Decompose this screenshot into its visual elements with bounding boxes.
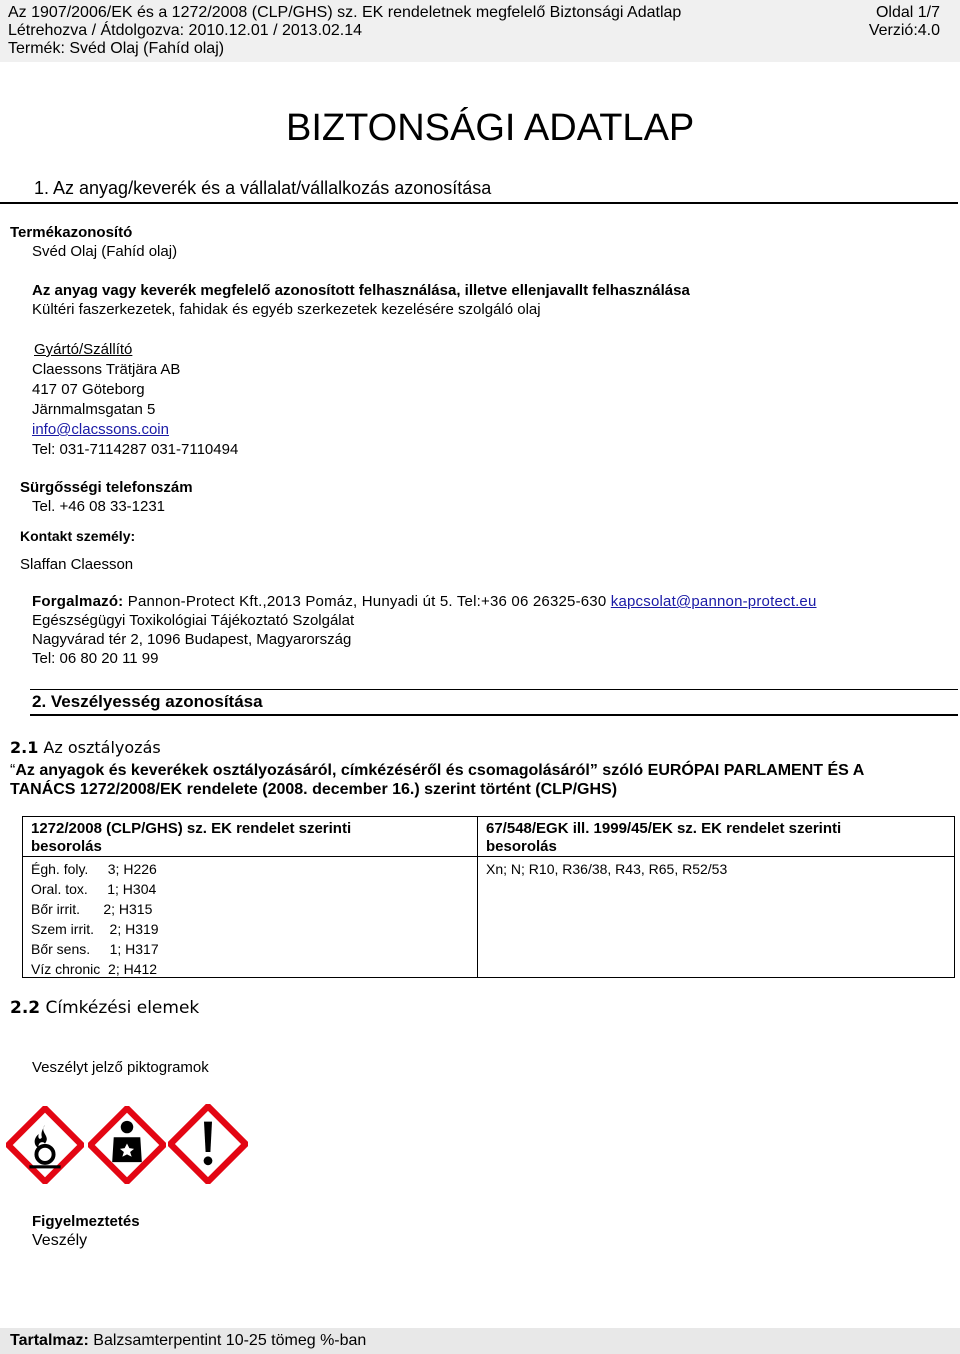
dsd-header-line1: 67/548/EGK ill. 1999/45/EK sz. EK rendelet szerinti: [486, 820, 842, 837]
signal-word-label: Figyelmeztetés: [32, 1213, 140, 1230]
product-name: Svéd Olaj (Fahíd olaj): [32, 243, 178, 260]
header-dates: Létrehozva / Átdolgozva: 2010.12.01 / 2013.02.14: [8, 22, 363, 39]
header-product: Termék: Svéd Olaj (Fahíd olaj): [8, 40, 225, 57]
classification-title: Az osztályozás: [38, 738, 161, 757]
section1-title: 1. Az anyag/keverék és a vállalat/vállalkozás azonosítása: [34, 178, 492, 198]
document-title: BIZTONSÁGI ADATLAP: [286, 107, 695, 149]
clp-row: Szem irrit. 2; H319: [31, 921, 159, 937]
clp-row: Égh. foly. 3; H226: [31, 861, 157, 877]
exclamation-mark-icon: [168, 1104, 248, 1184]
classification-heading: [10, 738, 161, 757]
clp-header-line1: 1272/2008 (CLP/GHS) sz. EK rendelet szerinti: [31, 820, 352, 837]
contact-name: Slaffan Claesson: [20, 556, 134, 573]
use-label: Az anyag vagy keverék megfelelő azonosított felhasználása, illetve ellenjavallt felhasználása: [32, 282, 690, 299]
labelling-number: 2.2: [10, 998, 41, 1018]
header-page-number: Oldal 1/7: [875, 4, 940, 21]
supplier-email-link[interactable]: info@clacssons.coin: [32, 421, 169, 438]
contains-line: [10, 1331, 366, 1351]
distributor-line: [32, 592, 817, 611]
header-version: Verzió:4.0: [868, 22, 940, 39]
pictograms-label: Veszélyt jelző piktogramok: [32, 1059, 209, 1076]
table-header-rule: [23, 856, 954, 857]
clp-row: Oral. tox. 1; H304: [31, 881, 157, 897]
health-hazard-icon: [88, 1106, 166, 1184]
regulation-text-line1: [10, 761, 864, 781]
supplier-street: Järnmalmsgatan 5: [32, 401, 156, 418]
product-id-label: Termékazonosító: [10, 224, 133, 241]
signal-word: Veszély: [32, 1232, 88, 1249]
labelling-heading: [10, 998, 199, 1018]
supplier-name: Claessons Trätjära AB: [32, 361, 181, 378]
tox-service-name: Egészségügyi Toxikológiai Tájékoztató Szolgálat: [32, 612, 355, 629]
distributor-email-link[interactable]: kapcsolat@pannon-protect.eu: [610, 593, 817, 610]
supplier-label: Gyártó/Szállító: [34, 341, 133, 358]
labelling-title: Címkézési elemek: [40, 998, 200, 1018]
distributor-text: Pannon-Protect Kft.,2013 Pomáz, Hunyadi út 5. Tel:+36 06 26325-630: [123, 593, 611, 610]
dsd-header-line2: besorolás: [486, 838, 557, 855]
section2-underline: [30, 714, 958, 716]
dsd-row: Xn; N; R10, R36/38, R43, R65, R52/53: [486, 861, 728, 877]
regulation-open-quote: “: [10, 762, 16, 779]
clp-row: Víz chronic 2; H412: [31, 961, 158, 977]
regulation-text-main: Az anyagok és keverékek osztályozásáról, címkézéséről és csomagolásáról” szóló EURÓPAI PARLAMENT ÉS A: [15, 762, 865, 779]
use-text: Kültéri faszerkezetek, fahidak és egyéb szerkezetek kezelésére szolgáló olaj: [32, 301, 541, 318]
contains-label: Tartalmaz:: [10, 1332, 89, 1349]
section2-top-rule: [30, 689, 958, 690]
classification-number: 2.1: [10, 738, 39, 757]
clp-row: Bőr irrit. 2; H315: [31, 901, 153, 917]
emergency-phone: Tel. +46 08 33-1231: [32, 498, 166, 515]
section2-title: 2. Veszélyesség azonosítása: [32, 692, 263, 711]
regulation-text-line2: TANÁCS 1272/2008/EK rendelete (2008. december 16.) szerint történt (CLP/GHS): [10, 781, 618, 798]
clp-row: Bőr sens. 1; H317: [31, 941, 159, 957]
clp-header-line2: besorolás: [31, 838, 102, 855]
section1-underline: [0, 202, 958, 204]
tox-service-address: Nagyvárad tér 2, 1096 Budapest, Magyarország: [32, 631, 352, 648]
contains-text: Balzsamterpentint 10-25 tömeg %-ban: [88, 1332, 367, 1349]
supplier-phone: Tel: 031-7114287 031-7110494: [32, 441, 239, 458]
flame-over-circle-icon: [6, 1106, 84, 1184]
emergency-label: Sürgősségi telefonszám: [20, 479, 193, 496]
supplier-city: 417 07 Göteborg: [32, 381, 145, 398]
contact-label: Kontakt személy:: [20, 528, 136, 544]
tox-service-phone: Tel: 06 80 20 11 99: [32, 650, 159, 667]
distributor-label: Forgalmazó:: [32, 593, 124, 610]
header-regulation: Az 1907/2006/EK és a 1272/2008 (CLP/GHS) sz. EK rendeletnek megfelelő Biztonsági Adatlap: [8, 4, 682, 21]
